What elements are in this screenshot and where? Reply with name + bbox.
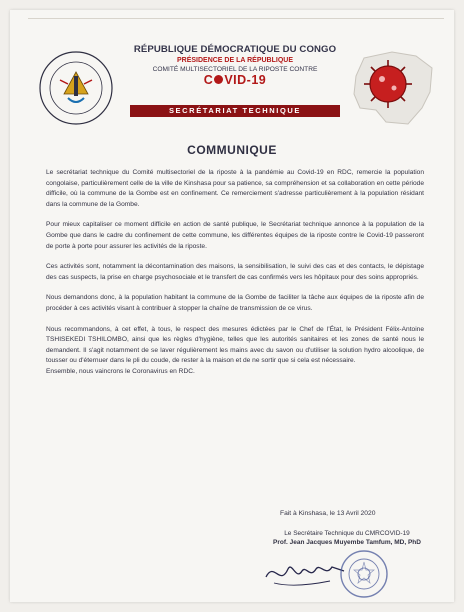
paragraph-3: Ces activités sont, notamment la décontamination des maisons, la sensibilisation, le suivi des cas et des contacts, le dépistage des cas suspects, la prise en charge psychosociale et le transfert de cas confirmés vers les hôpitaux pour des soins appropriés. — [46, 263, 424, 281]
communique-body — [46, 168, 424, 388]
paragraph-2: Pour mieux capitaliser ce moment difficile en action de santé publique, le Secrétariat technique annonce à la population de la Gombe que dans le cadre du confinement de cette commune, les différentes équipes de la riposte contre le Covid-19 passeront de porte à porte pour assurer les activités de la riposte. — [46, 221, 424, 250]
official-stamp-icon — [338, 548, 390, 600]
document-page — [10, 10, 454, 602]
covid-logo-text: C VID-19 — [203, 73, 267, 87]
page-title: COMMUNIQUE — [187, 143, 277, 157]
presidency-line: PRÉSIDENCE DE LA RÉPUBLIQUE — [176, 57, 294, 64]
country-name: RÉPUBLIQUE DÉMOCRATIQUE DU CONGO — [133, 44, 337, 55]
virus-dot-icon — [214, 75, 223, 84]
handwritten-signature — [260, 547, 350, 593]
paragraph-5: Nous recommandons, à cet effet, à tous, le respect des mesures édictées par le Chef de l'État, le Président Félix-Antoine TSHISEKEDI TSHILOMBO, ainsi que les règles d'hygiène, telles que les autorités sanitaires et les zones de santé nous le demandent. Il s'agit notamment de se laver régulièrement les mains avec du savon ou d'utiliser la solution hydro alcoolique, de tousser ou d'éternuer dans le pli du coude, de rester à la maison et de ne sortir que si cela est nécessaire. — [46, 325, 424, 365]
signatory-title: Le Secrétaire Technique du CMRCOVID-19 — [284, 530, 410, 537]
presidency-seal-icon — [38, 50, 114, 126]
header-block — [130, 44, 340, 87]
signatory-name: Prof. Jean Jacques Muyembe Tamfum, MD, PhD — [273, 539, 421, 546]
paragraph-4: Nous demandons donc, à la population habitant la commune de la Gombe de faciliter la tâche aux équipes de la riposte afin de procéder à ces activités visant à contribuer à stopper la chaîne de transmission de ce virus. — [46, 294, 424, 312]
date-line: Fait à Kinshasa, le 13 Avril 2020 — [280, 510, 376, 517]
closing-line: Ensemble, nous vaincrons le Coronavirus en RDC. — [46, 367, 195, 375]
secretariat-banner: SECRÉTARIAT TECHNIQUE — [130, 105, 340, 117]
top-border — [28, 18, 444, 19]
drc-map-virus-icon — [346, 48, 438, 130]
committee-line: COMITÉ MULTISECTORIEL DE LA RIPOSTE CONTRE — [152, 66, 318, 73]
paragraph-1: Le secrétariat technique du Comité multisectoriel de la riposte à la pandémie au Covid-19 en RDC, remercie la population congolaise, particulièrement celle de la ville de Kinshasa pour sa patience, sa compréhension et sa collaboration en cette période difficile, où la commune de la Gombe est en confinement. Ce remerciement s'adresse particulièrement à la population résidant dans la commune de la Gombe. — [46, 169, 424, 208]
